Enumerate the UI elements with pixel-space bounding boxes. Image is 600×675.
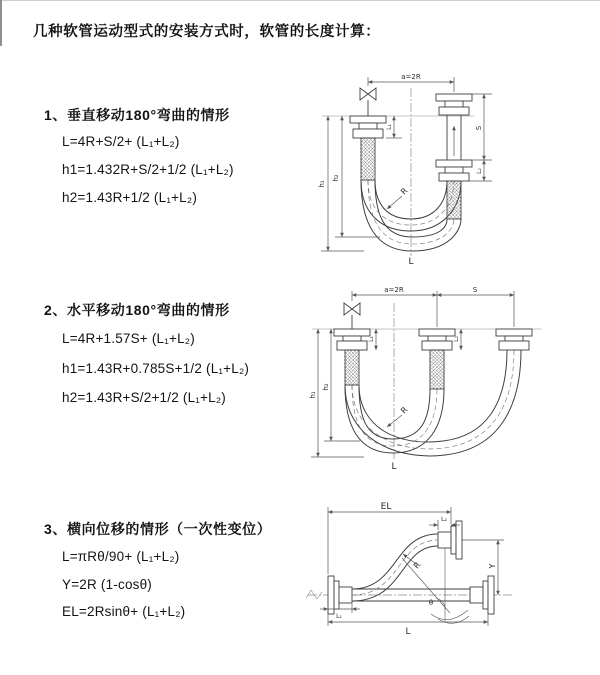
- label-l: L: [405, 627, 411, 637]
- label-span: a=2R: [401, 73, 421, 81]
- label-theta: θ: [428, 599, 434, 607]
- label-s: S: [472, 286, 478, 294]
- label-span: a=2R: [384, 286, 404, 294]
- label-l2: L₂: [476, 168, 483, 174]
- label-h1: h₁: [309, 391, 317, 399]
- dimension-lines: [320, 507, 504, 626]
- label-r: R: [399, 405, 410, 416]
- flange-left: [328, 576, 352, 614]
- section-1-heading: 1、垂直移动180°弯曲的情形: [44, 107, 230, 123]
- label-l1: L₁: [386, 124, 393, 130]
- flange-left: [350, 116, 386, 180]
- diagram-labels: [336, 502, 497, 637]
- label-y: Y: [488, 563, 497, 569]
- flange-right: [496, 329, 532, 350]
- label-l1: L₁: [368, 336, 375, 342]
- section-3-formula-L: L=πRθ/90+ (L₁+L₂): [62, 549, 180, 564]
- section-3-heading: 3、横向位移的情形（一次性变位）: [44, 521, 272, 537]
- section-1-formula-h1: h1=1.432R+S/2+1/2 (L₁+L₂): [62, 162, 234, 177]
- section-2-formula-h1: h1=1.43R+0.785S+1/2 (L₁+L₂): [62, 361, 250, 376]
- label-h1: h₁: [318, 180, 326, 188]
- valve-icon: [360, 88, 376, 116]
- section-2-heading: 2、水平移动180°弯曲的情形: [44, 302, 230, 318]
- label-l2: L₂: [441, 516, 447, 523]
- label-h2: h₂: [322, 383, 330, 391]
- label-r: R: [411, 560, 423, 571]
- label-el: EL: [380, 502, 392, 512]
- diagram-horizontal-180-bend: [304, 283, 594, 473]
- flange-right-lower: [436, 160, 472, 219]
- scan-edge-left: [0, 0, 2, 46]
- flange-right: [470, 576, 494, 614]
- label-l: L: [408, 257, 414, 266]
- label-h2: h₂: [332, 174, 340, 182]
- hose-displaced-position: [352, 534, 438, 601]
- label-l2: L₂: [453, 336, 460, 342]
- scan-edge-top: [0, 0, 600, 1]
- diagram-labels: [309, 286, 478, 472]
- diagram-vertical-180-bend: [306, 68, 556, 266]
- label-l: L: [391, 462, 397, 472]
- section-2-formula-h2: h2=1.43R+S/2+1/2 (L₁+L₂): [62, 390, 226, 405]
- label-r: R: [399, 186, 410, 197]
- section-2-formula-L: L=4R+1.57S+ (L₁+L₂): [62, 331, 195, 346]
- label-s: S: [475, 125, 483, 131]
- section-1-formula-h2: h2=1.43R+1/2 (L₁+L₂): [62, 190, 198, 205]
- page-title: 几种软管运动型式的安装方式时，软管的长度计算：: [33, 24, 381, 40]
- diagram-lateral-displacement: [298, 498, 598, 640]
- flange-middle: [419, 329, 455, 389]
- section-3-formula-Y: Y=2R (1-cosθ): [62, 577, 153, 592]
- label-l1: L₁: [336, 613, 342, 620]
- section-1-formula-L: L=4R+S/2+ (L₁+L₂): [62, 134, 180, 149]
- flange-upper: [438, 521, 462, 559]
- valve-icon: [344, 303, 360, 329]
- section-3-formula-EL: EL=2Rsinθ+ (L₁+L₂): [62, 604, 186, 619]
- flange-left: [334, 329, 370, 385]
